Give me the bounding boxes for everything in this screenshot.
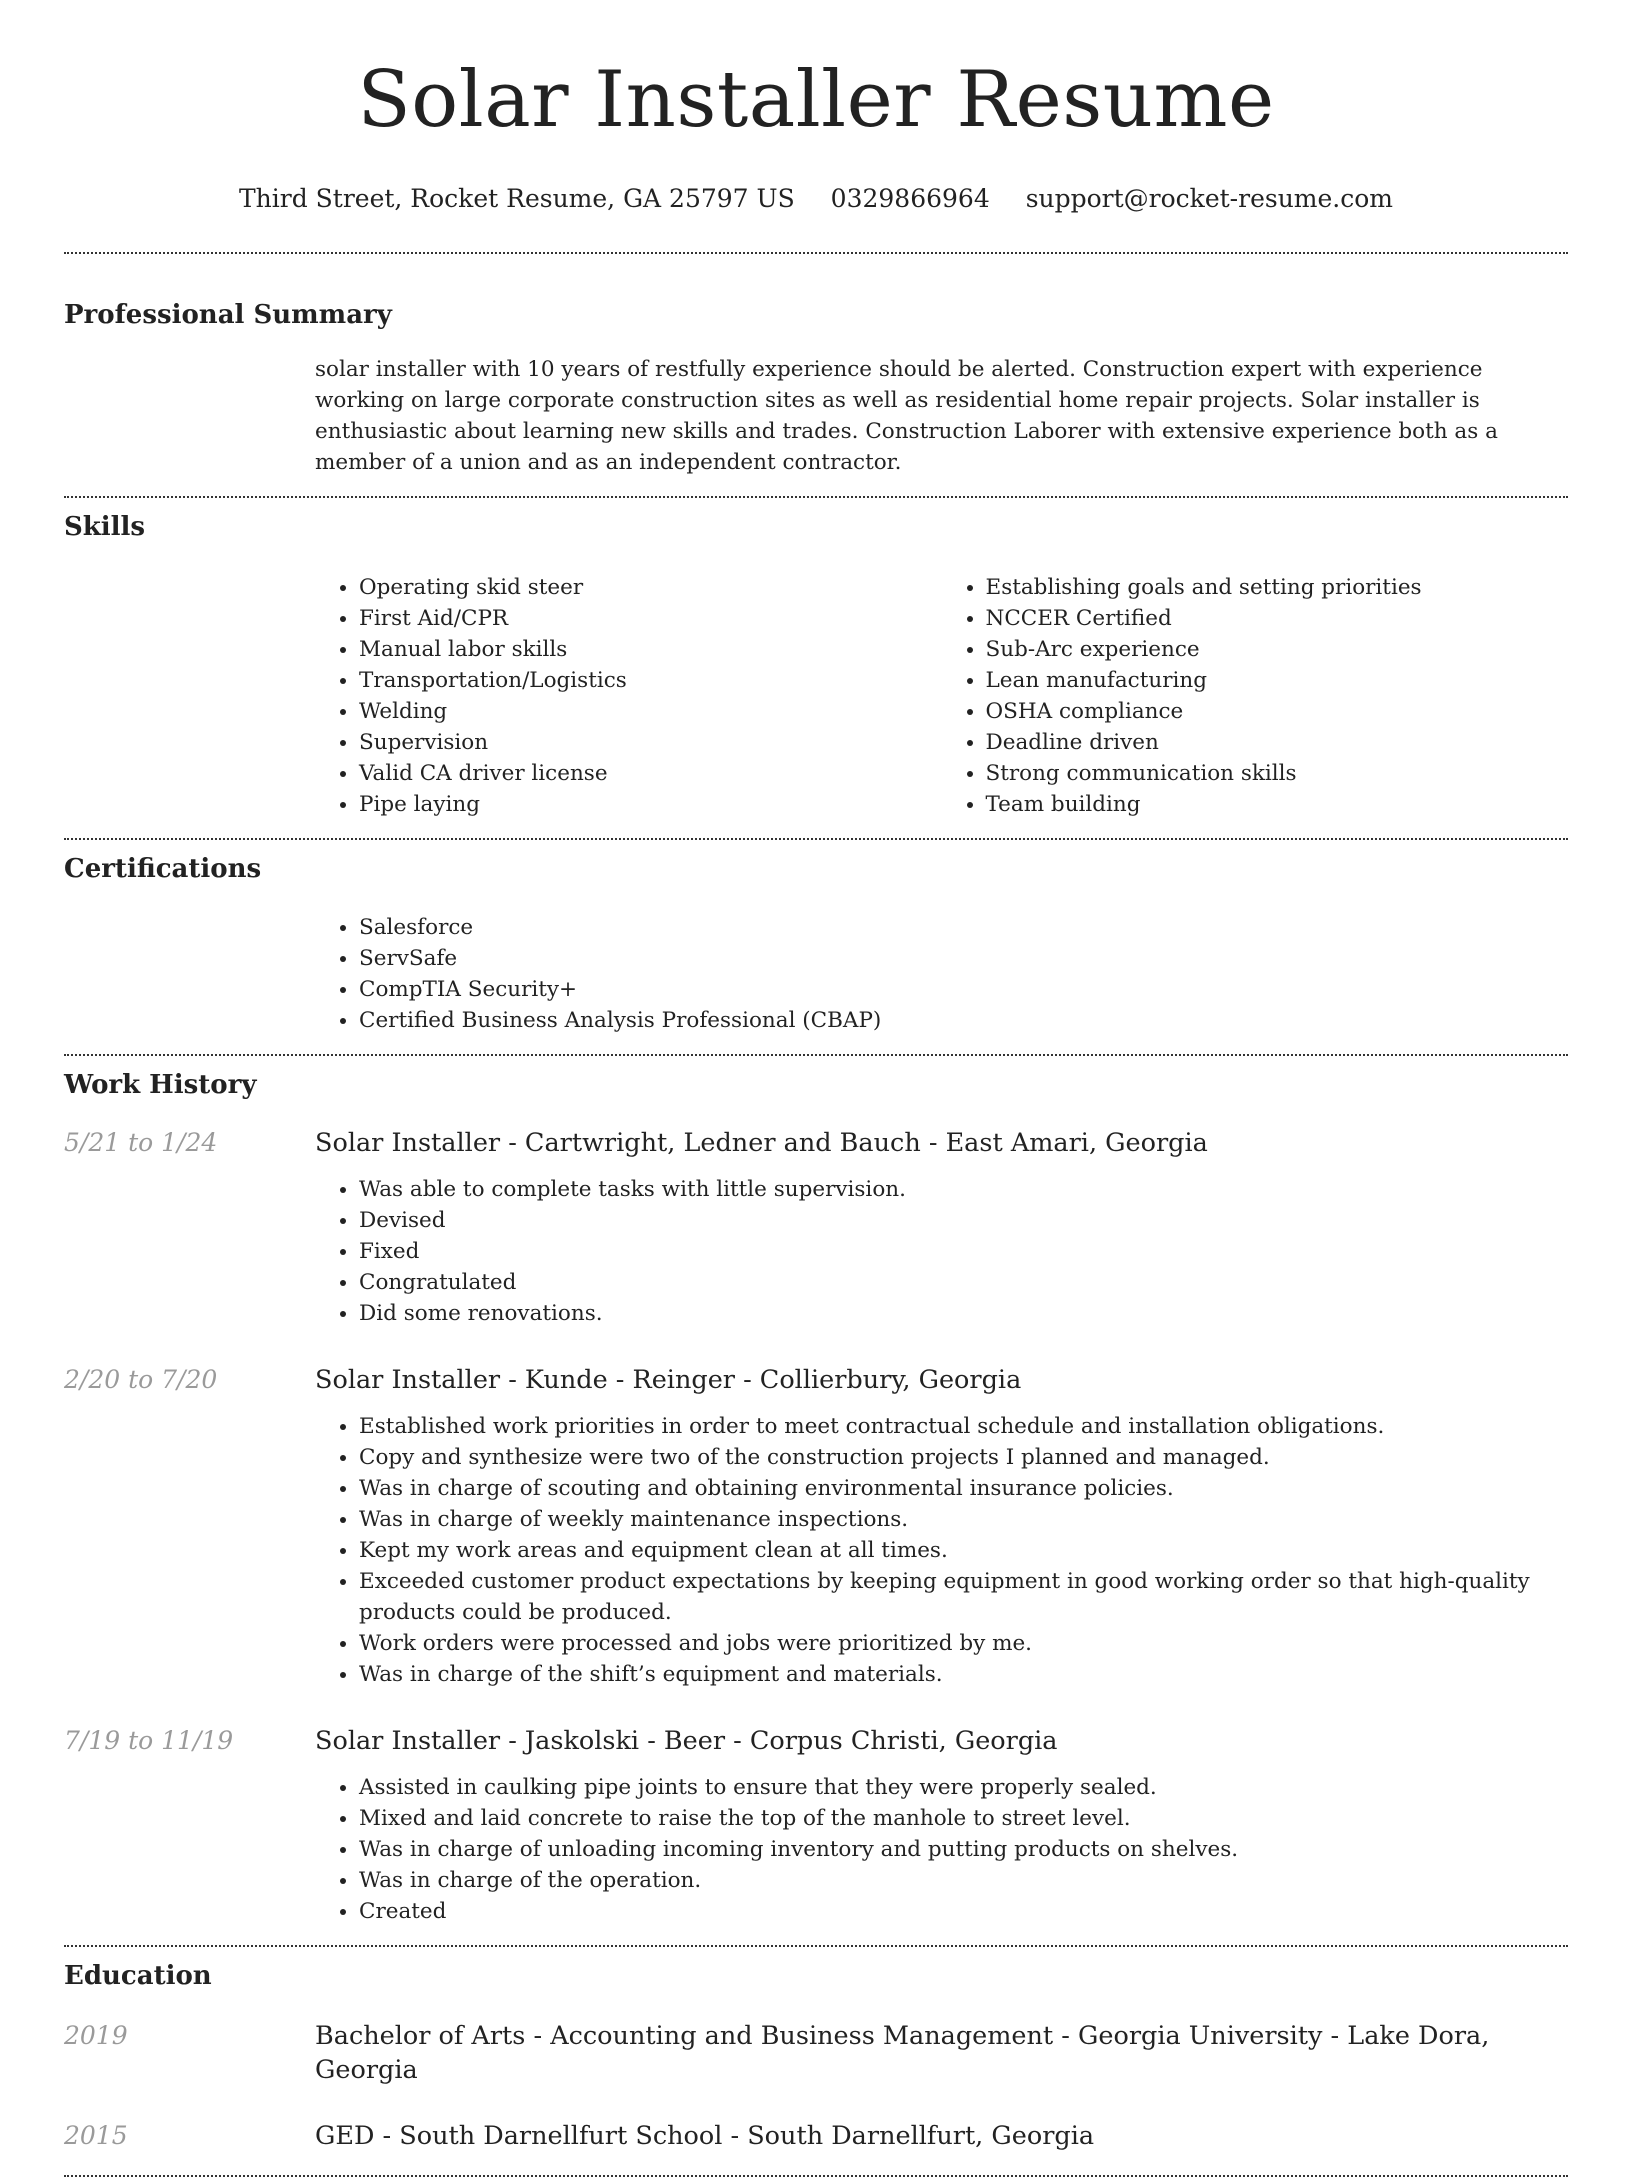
work-history-section (64, 1056, 1568, 1945)
contact-line (64, 182, 1568, 216)
job-entry (64, 1724, 1568, 1927)
education-heading: Bachelor of Arts - Accounting and Business Management - Georgia University - Lake Dora, Georgia (315, 2021, 1490, 2085)
skill-item: • Valid CA driver license (359, 758, 942, 789)
certifications-body (315, 912, 1568, 1036)
skill-item: • Team building (986, 789, 1569, 820)
certification-item: • CompTIA Security+ (359, 974, 1568, 1005)
job-bullet: • Fixed (359, 1236, 1568, 1267)
section-title-summary: Professional Summary (64, 300, 392, 330)
job-bullets (315, 1411, 1568, 1690)
skill-item: • Supervision (359, 727, 942, 758)
resume-title: Solar Installer Resume (357, 55, 1275, 145)
job-heading: Solar Installer - Cartwright, Ledner and Bauch - East Amari, Georgia (315, 1128, 1208, 1158)
section-title-skills: Skills (64, 512, 146, 542)
summary-section (64, 254, 1568, 496)
job-bullets (315, 1772, 1568, 1927)
skill-item: • OSHA compliance (986, 696, 1569, 727)
education-year: 2015 (64, 2121, 128, 2150)
job-heading: Solar Installer - Jaskolski - Beer - Corpus Christi, Georgia (315, 1726, 1058, 1756)
skill-item: • First Aid/CPR (359, 603, 942, 634)
skill-item: • Lean manufacturing (986, 665, 1569, 696)
skill-item: • Welding (359, 696, 942, 727)
skill-item: • Strong communication skills (986, 758, 1569, 789)
skill-item: • Establishing goals and setting priorities (986, 572, 1569, 603)
section-title-education: Education (64, 1961, 212, 1991)
job-bullet: • Was in charge of the shift’s equipment and materials. (359, 1659, 1568, 1690)
job-dates: 7/19 to 11/19 (64, 1726, 234, 1755)
skills-section (64, 498, 1568, 838)
skills-columns (315, 572, 1568, 820)
section-title-certifications: Certifications (64, 854, 262, 884)
skill-item: • Transportation/Logistics (359, 665, 942, 696)
job-details (315, 1363, 1568, 1690)
job-bullet: • Was in charge of scouting and obtaining environmental insurance policies. (359, 1473, 1568, 1504)
certification-item: • Certified Business Analysis Professional (CBAP) (359, 1005, 1568, 1036)
job-bullet: • Was in charge of weekly maintenance inspections. (359, 1504, 1568, 1535)
job-entry (64, 1363, 1568, 1690)
job-bullet: • Was able to complete tasks with little supervision. (359, 1174, 1568, 1205)
job-bullet: • Mixed and laid concrete to raise the top of the manhole to street level. (359, 1803, 1568, 1834)
skill-item: • Manual labor skills (359, 634, 942, 665)
education-heading: GED - South Darnellfurt School - South Darnellfurt, Georgia (315, 2121, 1095, 2151)
job-bullet: • Kept my work areas and equipment clean at all times. (359, 1535, 1568, 1566)
job-bullet: • Work orders were processed and jobs were prioritized by me. (359, 1628, 1568, 1659)
skills-list-right (942, 572, 1569, 820)
skill-item: • NCCER Certified (986, 603, 1569, 634)
job-bullets (315, 1174, 1568, 1329)
job-dates: 5/21 to 1/24 (64, 1128, 218, 1157)
job-details (315, 1126, 1568, 1329)
job-bullet: • Created (359, 1896, 1568, 1927)
skill-item: • Deadline driven (986, 727, 1569, 758)
job-bullet: • Copy and synthesize were two of the construction projects I planned and managed. (359, 1442, 1568, 1473)
certifications-section (64, 840, 1568, 1054)
job-bullet: • Devised (359, 1205, 1568, 1236)
certification-item: • ServSafe (359, 943, 1568, 974)
certification-item: • Salesforce (359, 912, 1568, 943)
job-bullet: • Was in charge of the operation. (359, 1865, 1568, 1896)
section-title-work-history: Work History (64, 1070, 257, 1100)
education-year: 2019 (64, 2021, 128, 2050)
address: Third Street, Rocket Resume, GA 25797 US (238, 184, 795, 213)
education-entry (64, 2019, 1568, 2087)
job-dates: 2/20 to 7/20 (64, 1365, 218, 1394)
certifications-list (315, 912, 1568, 1036)
job-bullet: • Did some renovations. (359, 1298, 1568, 1329)
job-bullet: • Assisted in caulking pipe joints to ensure that they were properly sealed. (359, 1772, 1568, 1803)
skill-item: • Sub-Arc experience (986, 634, 1569, 665)
job-heading: Solar Installer - Kunde - Reinger - Collierbury, Georgia (315, 1365, 1022, 1395)
summary-text: solar installer with 10 years of restfully experience should be alerted. Construction expert with experience working on large corporate construction sites as well as residential home repair projects. Solar installer is enthusiastic about learning new skills and trades. Construction Laborer with extensive experience both as a member of a union and as an independent contractor. (315, 357, 1498, 475)
job-entry (64, 1126, 1568, 1329)
skills-list-left (315, 572, 942, 820)
skill-item: • Pipe laying (359, 789, 942, 820)
email: support@rocket-resume.com (1025, 184, 1393, 213)
job-bullet: • Congratulated (359, 1267, 1568, 1298)
phone: 0329866964 (830, 184, 990, 213)
education-entry (64, 2119, 1568, 2153)
job-bullet: • Was in charge of unloading incoming inventory and putting products on shelves. (359, 1834, 1568, 1865)
job-bullet: • Exceeded customer product expectations by keeping equipment in good working order so that high-quality products could be produced. (359, 1566, 1568, 1628)
job-details (315, 1724, 1568, 1927)
education-section (64, 1947, 1568, 2175)
skill-item: • Operating skid steer (359, 572, 942, 603)
job-bullet: • Established work priorities in order to meet contractual schedule and installation obligations. (359, 1411, 1568, 1442)
